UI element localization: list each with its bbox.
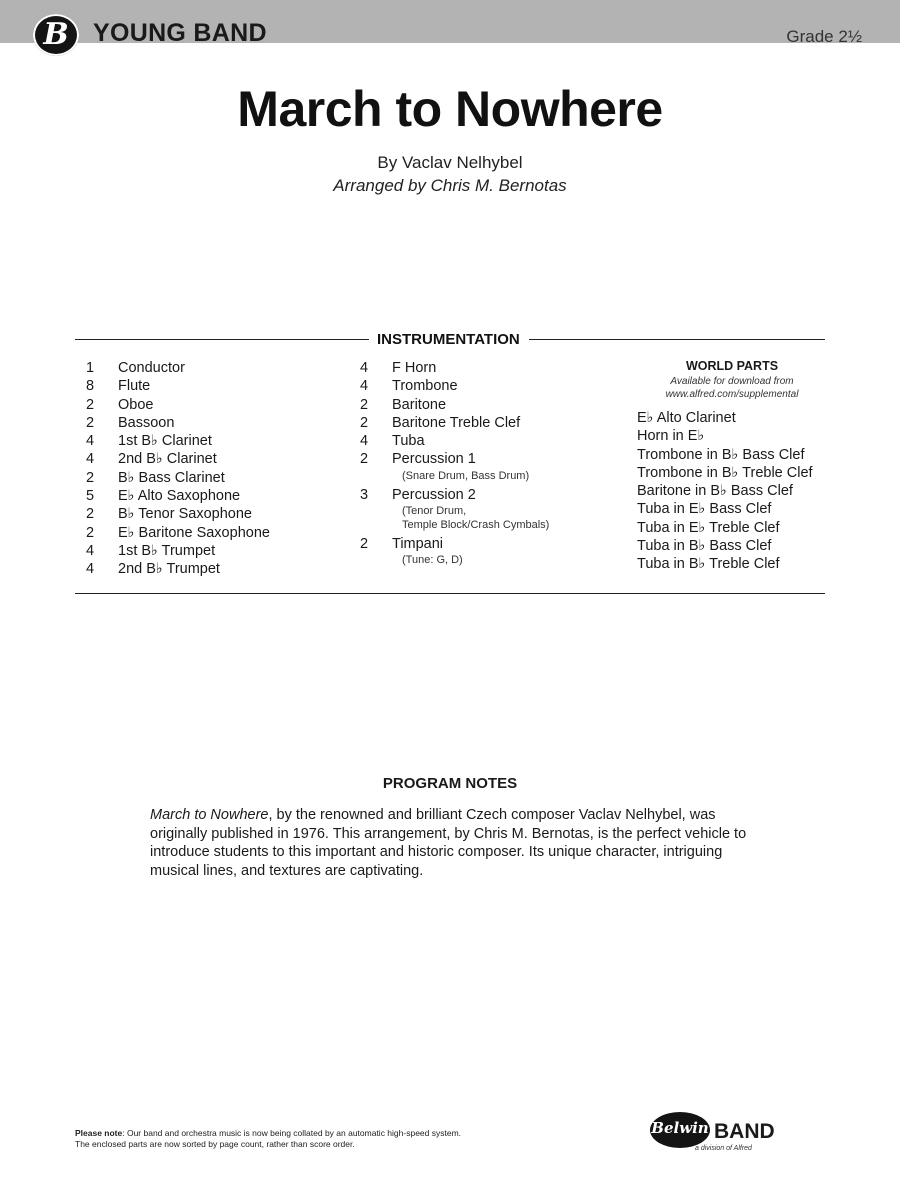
list-item (360, 486, 600, 532)
instrument-list-column-2 (360, 359, 600, 567)
instrument-list-column-1 (86, 359, 346, 579)
instrumentation-heading: INSTRUMENTATION (377, 331, 520, 348)
program-notes-body (150, 806, 750, 880)
instrument-name: Timpani (392, 536, 444, 553)
instrument-name: 2nd B♭ Trumpet (118, 561, 220, 578)
list-item: Trombone in B♭ Bass Clef (637, 446, 805, 463)
instrument-qty: 3 (360, 486, 369, 503)
instrument-qty: 4 (86, 433, 95, 450)
instrument-qty: 2 (86, 396, 95, 413)
instrument-name: Percussion 2 (392, 486, 476, 503)
list-item: Baritone in B♭ Bass Clef (637, 483, 793, 500)
instrument-qty: 2 (360, 396, 369, 413)
instrument-name: Bassoon (118, 414, 175, 431)
world-parts-availability: Available for download from (670, 376, 794, 387)
instrument-name: 1st B♭ Trumpet (118, 542, 216, 559)
list-item (360, 377, 600, 395)
series-name: YOUNG BAND (93, 19, 267, 47)
instrument-name: Conductor (118, 360, 185, 376)
instrumentation-rule-left (75, 339, 369, 340)
list-item (360, 450, 600, 482)
instrument-name: B♭ Bass Clarinet (118, 469, 225, 486)
list-item: Tuba in B♭ Treble Clef (637, 556, 780, 573)
instrument-qty: 4 (360, 360, 369, 376)
instrument-qty: 4 (86, 561, 95, 578)
instrument-name: Trombone (392, 378, 458, 395)
instrument-qty: 4 (360, 378, 369, 395)
instrument-qty: 5 (86, 488, 95, 505)
instrument-name: Tuba (392, 433, 425, 450)
list-item (86, 487, 346, 505)
instrument-qty: 2 (360, 451, 369, 468)
instrument-name: 2nd B♭ Clarinet (118, 451, 217, 468)
publisher-band-label: BAND (714, 1120, 775, 1143)
list-item (86, 432, 346, 450)
list-item (86, 414, 346, 432)
instrument-name: E♭ Alto Saxophone (118, 488, 241, 505)
instrument-qty: 2 (86, 414, 95, 431)
list-item: Trombone in B♭ Treble Clef (637, 464, 813, 481)
list-item: Tuba in B♭ Bass Clef (637, 538, 772, 555)
list-item (86, 377, 346, 395)
grade-label: Grade 2½ (786, 27, 862, 46)
instrument-qty: 2 (86, 506, 95, 523)
composer-credit: By Vaclav Nelhybel (377, 153, 523, 172)
instrument-qty: 4 (86, 542, 95, 559)
world-parts-list (637, 409, 813, 574)
page-title: March to Nowhere (237, 81, 663, 137)
instrument-qty: 2 (360, 414, 369, 431)
instrument-name: 1st B♭ Clarinet (118, 433, 212, 450)
instrument-name: Oboe (118, 396, 154, 413)
list-item: Tuba in E♭ Treble Clef (637, 519, 780, 536)
publisher-division: a division of Alfred (695, 1145, 752, 1152)
list-item (360, 396, 600, 414)
list-item (86, 505, 346, 523)
program-notes-work-title: March to Nowhere (150, 807, 269, 823)
logo-letter: B (43, 17, 69, 52)
list-item (86, 560, 346, 578)
list-item: Horn in E♭ (637, 428, 705, 445)
instrument-note: (Tenor Drum, (402, 505, 467, 518)
list-item: E♭ Alto Clarinet (637, 410, 736, 426)
belwin-logo (650, 1112, 710, 1148)
collation-note (75, 1128, 461, 1150)
note-line-1: : Our band and orchestra music is now being collated by an automatic high-speed system. (122, 1128, 462, 1138)
instrument-note: (Tune: G, D) (402, 554, 463, 567)
instrument-name: Baritone Treble Clef (392, 414, 521, 431)
list-item (86, 469, 346, 487)
arranger-credit: Arranged by Chris M. Bernotas (333, 176, 567, 195)
instrument-qty: 2 (360, 536, 369, 553)
list-item (360, 359, 600, 377)
list-item (86, 396, 346, 414)
instrumentation-bottom-rule (75, 593, 825, 594)
instrument-name: B♭ Tenor Saxophone (118, 506, 252, 523)
note-line-2: The enclosed parts are now sorted by page count, rather than score order. (75, 1139, 355, 1149)
note-label: Please note (75, 1128, 123, 1138)
list-item: Tuba in E♭ Bass Clef (637, 501, 772, 518)
list-item (86, 450, 346, 468)
instrument-qty: 2 (86, 469, 95, 486)
instrument-qty: 2 (86, 524, 95, 541)
list-item (360, 414, 600, 432)
world-parts-heading: WORLD PARTS (685, 359, 779, 373)
publisher-script: Belwin (651, 1119, 709, 1137)
list-item (360, 432, 600, 450)
instrument-name: Flute (118, 378, 151, 395)
instrument-qty: 8 (86, 378, 95, 395)
program-notes-heading: PROGRAM NOTES (382, 775, 518, 792)
instrument-name: F Horn (392, 360, 437, 376)
instrument-name: Percussion 1 (392, 451, 476, 468)
list-item (86, 359, 346, 377)
instrument-qty: 4 (86, 451, 95, 468)
instrument-name: E♭ Baritone Saxophone (118, 524, 270, 541)
instrument-qty: 4 (360, 433, 369, 450)
program-notes-text: , by the renowned and brilliant Czech composer Vaclav Nelhybel, was originally published in 1976. This arrangement, by Chris M. Bernotas, is the perfect vehicle to introduce students to this important and historic composer. Its unique character, intriguing musical lines, and textures are captivating. (150, 807, 747, 879)
list-item (86, 542, 346, 560)
instrument-note: (Snare Drum, Bass Drum) (402, 469, 530, 482)
instrument-name: Baritone (392, 396, 447, 413)
list-item (86, 524, 346, 542)
list-item (360, 535, 600, 567)
young-band-logo (33, 14, 79, 56)
instrument-qty: 1 (86, 360, 95, 376)
instrument-note: Temple Block/Crash Cymbals) (402, 519, 550, 532)
world-parts-url: www.alfred.com/supplemental (665, 389, 799, 400)
instrumentation-rule-right (529, 339, 825, 340)
